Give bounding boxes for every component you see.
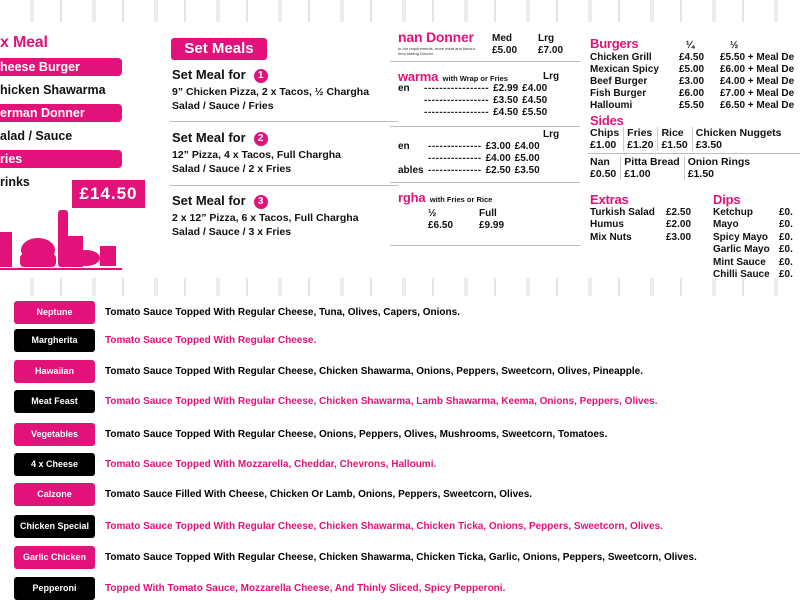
extras-item-price: £3.00	[666, 231, 692, 243]
doodle-border-middle	[0, 278, 800, 296]
dips-item-name: Ketchup	[713, 207, 753, 218]
pizza-description: Tomato Sauce Topped With Regular Cheese, Chicken Shawarma, Lamb Shawarma, Keema, Onions, Peppers, Olives.	[105, 396, 658, 407]
extras-row	[590, 219, 695, 231]
shawarma-item-name: en	[398, 83, 410, 94]
tacos-price-table	[398, 141, 544, 177]
burger-row	[590, 100, 798, 112]
burger-price-half: £4.00 + Meal De	[720, 76, 795, 87]
dips-item-name: Spicy Mayo	[713, 231, 769, 243]
chargha-full-price: £9.99	[479, 220, 505, 231]
dips-item-name: Chilli Sauce	[713, 269, 770, 281]
divider	[170, 121, 398, 122]
side-name: Pitta Bread	[624, 156, 680, 168]
shawarma-item-name	[398, 95, 424, 107]
pizza-name-badge: Neptune	[14, 301, 95, 324]
side-price: £1.50	[687, 168, 714, 180]
pizza-description: Tomato Sauce Topped With Mozzarella, Cheddar, Chevrons, Halloumi.	[105, 459, 437, 470]
burger-price-half: £5.50 + Meal De	[720, 52, 795, 63]
side-name: Chicken Nuggets	[695, 127, 782, 139]
donner-med	[492, 33, 517, 57]
side-price: £1.20	[627, 139, 654, 151]
set-meal-heading	[172, 130, 268, 146]
shawarma-lrg: Lrg	[543, 71, 560, 82]
tacos-item-name	[398, 153, 428, 165]
extras-row	[590, 207, 695, 219]
side-name: Fries	[627, 127, 653, 139]
pizza-name-badge: Pepperoni	[14, 577, 95, 600]
dotted-leader: -----------------	[424, 95, 490, 106]
chargha-full-label: Full	[479, 208, 497, 219]
side-item	[684, 156, 754, 180]
donner-lrg-price: £7.00	[538, 45, 564, 56]
donner-lrg-label: Lrg	[538, 33, 555, 44]
side-item	[657, 127, 691, 151]
extras-item-price: £2.00	[666, 219, 692, 231]
tacos-lrg: Lrg	[543, 129, 560, 140]
dips-item-name: Mayo	[713, 219, 739, 231]
dips-item-price: £0.	[779, 231, 793, 243]
set-meal-title: Set Meal for	[172, 193, 246, 208]
divider	[170, 185, 398, 186]
side-item	[623, 127, 657, 151]
dips-row	[713, 257, 797, 269]
pizza-name-badge: Vegetables	[14, 423, 95, 446]
burger-name: Mexican Spicy	[590, 64, 659, 75]
shawarma-price-reg: £2.99	[493, 83, 519, 94]
chargha-half-price: £6.50	[428, 220, 454, 231]
set-meal-contents: 9” Chicken Pizza, 2 x Tacos, ½ Chargha	[172, 86, 370, 98]
burger-row	[590, 88, 798, 100]
extras-table	[590, 207, 695, 244]
burger-price-quarter: £5.50	[679, 100, 705, 111]
dips-item-price: £0.	[779, 244, 793, 256]
burger-row	[590, 64, 798, 76]
box-meal-title: x Meal	[0, 34, 48, 51]
chargha-half	[428, 208, 453, 232]
dips-row	[713, 269, 797, 281]
dips-row	[713, 207, 797, 219]
set-meal-title: Set Meal for	[172, 130, 246, 145]
side-price: £0.50	[590, 168, 617, 180]
burgers-title: Burgers	[590, 36, 639, 51]
shawarma-price-lrg: £5.50	[522, 107, 548, 118]
burger-price-half: £7.00 + Meal De	[720, 88, 795, 99]
extras-row	[590, 232, 695, 244]
side-name: Chips	[590, 127, 620, 139]
side-price: £3.50	[695, 139, 723, 151]
tacos-price-lrg: £4.00	[514, 141, 540, 152]
burger-price-half: £6.00 + Meal De	[720, 64, 795, 75]
side-item	[692, 127, 786, 151]
burgers-col-quarter: ¼	[686, 40, 695, 51]
sides-title: Sides	[590, 113, 624, 128]
divider	[588, 153, 800, 154]
dips-item-price: £0.	[779, 207, 793, 218]
burger-name: Chicken Grill	[590, 52, 652, 63]
extras-item-name: Turkish Salad	[590, 207, 655, 218]
dips-item-name: Garlic Mayo	[713, 244, 770, 256]
side-price: £1.00	[590, 139, 617, 151]
burger-price-quarter: £6.00	[679, 88, 705, 99]
dips-row	[713, 232, 797, 244]
burger-name: Halloumi	[590, 100, 633, 111]
shawarma-title: warma	[398, 69, 439, 84]
tacos-price-reg: £3.00	[485, 141, 511, 152]
set-meal-title: Set Meal for	[172, 67, 246, 82]
divider	[390, 182, 580, 183]
box-meal-item: erman Donner	[0, 104, 122, 122]
pizza-description: Tomato Sauce Topped With Regular Cheese, Tuna, Olives, Capers, Onions.	[105, 307, 460, 318]
pizza-description: Tomato Sauce Topped With Regular Cheese, Chicken Shawarma, Chicken Ticka, Garlic, Onions, Peppers, Sweetcorn, Olives.	[105, 552, 697, 563]
set-meal-heading	[172, 193, 268, 209]
burger-name: Beef Burger	[590, 76, 648, 87]
extras-item-name: Humus	[590, 219, 624, 231]
pizza-description: Topped With Tomato Sauce, Mozzarella Cheese, And Thinly Sliced, Spicy Pepperoni.	[105, 583, 506, 594]
burger-row	[590, 52, 798, 64]
side-item	[620, 156, 683, 180]
box-meal-price: £14.50	[72, 180, 145, 208]
chargha-header	[398, 189, 492, 207]
food-drinks-icon	[0, 210, 125, 272]
dotted-leader: -----------------	[424, 107, 490, 118]
doodle-border-top	[0, 0, 800, 22]
set-meal-contents: 2 x 12” Pizza, 6 x Tacos, Full Chargha	[172, 212, 359, 224]
pizza-name-badge: Margherita	[14, 329, 95, 352]
pizza-name-badge: Garlic Chicken	[14, 546, 95, 569]
burger-price-half: £6.50 + Meal De	[720, 100, 795, 111]
tacos-row	[398, 141, 544, 153]
donner-note	[398, 46, 477, 56]
shawarma-price-reg: £4.50	[493, 107, 519, 118]
set-meals-title: Set Meals	[171, 38, 267, 60]
set-meal-number-badge: 2	[254, 132, 268, 146]
tacos-item-name: en	[398, 141, 410, 152]
side-item	[590, 127, 623, 151]
dips-row	[713, 244, 797, 256]
dotted-leader: --------------	[428, 153, 482, 164]
tacos-price-reg: £2.50	[485, 165, 511, 176]
dips-item-price: £0.	[779, 269, 793, 281]
side-price: £1.50	[661, 139, 688, 151]
donner-med-label: Med	[492, 33, 512, 44]
side-name: Rice	[661, 127, 684, 139]
donner-note-line: to our requirements, more meat and flavour..	[398, 46, 477, 51]
tacos-price-lrg: £3.50	[514, 165, 540, 176]
donner-med-price: £5.00	[492, 45, 518, 56]
burgers-col-half: ½	[730, 40, 739, 51]
shawarma-item-name	[398, 107, 424, 119]
set-meal-contents: 12” Pizza, 4 x Tacos, Full Chargha	[172, 149, 342, 161]
burger-name: Fish Burger	[590, 88, 647, 99]
pizza-description: Tomato Sauce Filled With Cheese, Chicken Or Lamb, Onions, Peppers, Sweetcorn, Olives.	[105, 489, 533, 500]
pizza-name-badge: Hawaiian	[14, 360, 95, 383]
set-meal-extras: Salad / Sauce / 2 x Fries	[172, 163, 292, 175]
pizza-description: Tomato Sauce Topped With Regular Cheese, Chicken Shawarma, Chicken Ticka, Onions, Peppers, Sweetcorn, Olives.	[105, 521, 663, 532]
dotted-leader: --------------	[428, 165, 482, 176]
donner-title: nan Donner	[398, 29, 474, 45]
set-meal-extras: Salad / Sauce / Fries	[172, 100, 274, 112]
burgers-price-table	[590, 52, 798, 112]
tacos-item-name: ables	[398, 165, 424, 176]
extras-item-price: £2.50	[666, 207, 692, 218]
shawarma-row	[398, 95, 551, 107]
dips-row	[713, 219, 797, 231]
side-name: Onion Rings	[687, 156, 751, 168]
shawarma-row	[398, 107, 551, 119]
set-meal-number-badge: 1	[254, 69, 268, 83]
divider	[390, 245, 580, 246]
pizza-description: Tomato Sauce Topped With Regular Cheese, Onions, Peppers, Olives, Mushrooms, Sweetcorn, Tomatoes.	[105, 429, 608, 440]
tacos-price-reg: £4.00	[485, 153, 511, 164]
extras-title: Extras	[590, 192, 629, 207]
set-meal-extras: Salad / Sauce / 3 x Fries	[172, 226, 292, 238]
dips-item-price: £0.	[779, 219, 793, 231]
burger-price-quarter: £5.00	[679, 64, 705, 75]
pizza-description: Tomato Sauce Topped With Regular Cheese, Chicken Shawarma, Onions, Peppers, Sweetcorn, Olives, Pineapple.	[105, 366, 644, 377]
divider	[390, 126, 580, 127]
set-meal-heading	[172, 67, 268, 83]
shawarma-price-reg: £3.50	[493, 95, 519, 106]
burger-price-quarter: £3.00	[679, 76, 705, 87]
tacos-row	[398, 153, 544, 165]
shawarma-price-lrg: £4.50	[522, 95, 548, 106]
dips-item-price: £0.	[779, 256, 793, 268]
sides-row	[590, 156, 754, 180]
burger-row	[590, 76, 798, 88]
pizza-name-badge: Chicken Special	[14, 515, 95, 538]
box-meal-item: hicken Shawarma	[0, 83, 106, 97]
pizza-name-badge: Calzone	[14, 483, 95, 506]
pizza-description: Tomato Sauce Topped With Regular Cheese.	[105, 335, 317, 346]
shawarma-price-lrg: £4.00	[522, 83, 548, 94]
dips-item-name: Mint Sauce	[713, 256, 766, 268]
box-meal-item: rinks	[0, 175, 30, 189]
dotted-leader: --------------	[428, 141, 482, 152]
box-meal-item: ries	[0, 150, 122, 168]
burger-price-quarter: £4.50	[679, 52, 705, 63]
pizza-name-badge: Meat Feast	[14, 390, 95, 413]
chargha-title: rgha	[398, 190, 426, 205]
box-meal-item: alad / Sauce	[0, 129, 73, 143]
shawarma-price-table	[398, 83, 551, 119]
set-meal-number-badge: 3	[254, 195, 268, 209]
dotted-leader: -----------------	[424, 83, 490, 94]
side-item	[590, 156, 620, 180]
tacos-row	[398, 165, 544, 177]
chargha-half-label: ½	[428, 208, 437, 219]
dips-table	[713, 207, 797, 281]
pizza-name-badge: 4 x Cheese	[14, 453, 95, 476]
donner-note-line: erior tasting Donner	[398, 51, 434, 56]
side-price: £1.00	[624, 168, 651, 180]
shawarma-row	[398, 83, 551, 95]
chargha-full	[479, 208, 504, 232]
box-meal-item: heese Burger	[0, 58, 122, 76]
side-name: Nan	[590, 156, 610, 168]
divider	[390, 61, 580, 62]
shawarma-subtitle: with Wrap or Fries	[442, 74, 508, 83]
dips-title: Dips	[713, 192, 741, 207]
donner-lrg	[538, 33, 563, 57]
extras-item-name: Mix Nuts	[590, 231, 632, 243]
tacos-price-lrg: £5.00	[514, 153, 540, 164]
sides-row	[590, 127, 786, 151]
chargha-subtitle: with Fries or Rice	[429, 195, 493, 204]
